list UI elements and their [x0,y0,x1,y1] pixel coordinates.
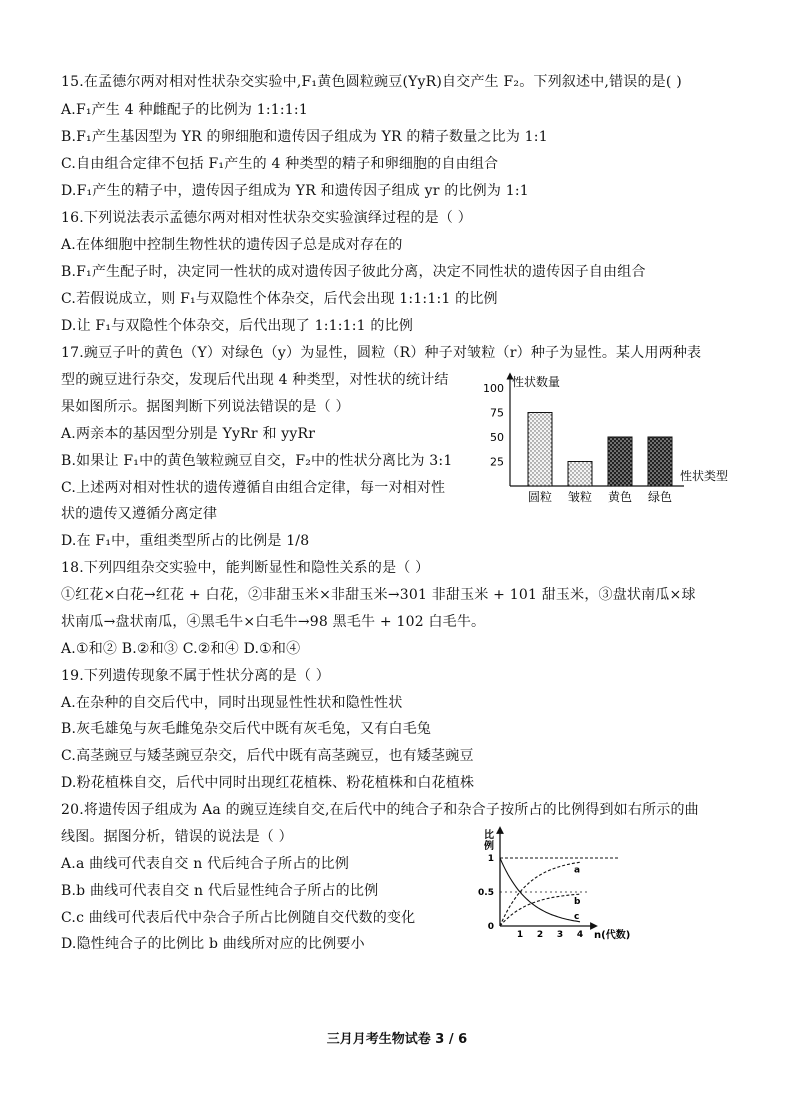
q19-option-d: D.粉花植株自交，后代中同时出现红花植株、粉花植株和白花植株 [61,775,475,791]
self-cross-ratio-curve-chart [468,826,648,948]
q16-option-b: B.F₁产生配子时，决定同一性状的成对遗传因子彼此分离，决定不同性状的遗传因子自由组合 [61,264,646,280]
curve-series-b [500,894,580,926]
q19-option-a: A.在杂种的自交后代中，同时出现显性性状和隐性性状 [61,695,403,711]
q16-stem: 16.下列说法表示孟德尔两对相对性状杂交实验演绎过程的是（ ） [61,210,472,226]
q18-body-line2: 状南瓜→盘状南瓜，④黑毛牛×白毛牛→98 黑毛牛 + 102 白毛牛。 [61,614,486,630]
bar-category-label: 绿色 [647,490,673,504]
q16-option-a: A.在体细胞中控制生物性状的遗传因子总是成对存在的 [61,237,403,253]
curve-series-label-a: a [574,865,581,876]
q17-stem-line2: 型的豌豆进行杂交，发现后代出现 4 种类型，对性状的统计结 [61,372,449,388]
bar-y-tick-label: 25 [490,455,504,469]
q20-option-c: C.c 曲线可代表后代中杂合子所占比例随自交代数的变化 [61,910,416,926]
bar-category-label: 黄色 [607,490,633,504]
curve-x-tick-label: 3 [556,930,564,940]
curve-y-label-char-2: 例 [484,841,494,852]
q18-stem: 18.下列四组杂交实验中，能判断显性和隐性关系的是（ ） [61,560,430,576]
q20-stem-line2: 线图。据图分析，错误的说法是（ ） [61,829,293,845]
curve-series-a [500,862,580,926]
q16-option-c: C.若假说成立，则 F₁与双隐性个体杂交，后代会出现 1:1:1:1 的比例 [61,291,498,307]
curve-y-tick-label: 0.5 [478,888,494,898]
q16-option-d: D.让 F₁与双隐性个体杂交，后代出现了 1:1:1:1 的比例 [61,318,414,334]
curve-y-tick-label: 0 [487,922,494,932]
q15-stem: 15.在孟德尔两对相对性状杂交实验中,F₁黄色圆粒豌豆(YyR)自交产生 F₂。下列叙述中,错误的是( ) [61,74,682,90]
q15-option-b: B.F₁产生基因型为 YR 的卵细胞和遗传因子组成为 YR 的精子数量之比为 1:1 [61,129,548,145]
q19-option-c: C.高茎豌豆与矮茎豌豆杂交，后代中既有高茎豌豆，也有矮茎豌豆 [61,748,474,764]
q17-option-c-line2: 状的遗传又遵循分离定律 [61,506,218,522]
curve-series-c [500,858,580,922]
curve-series-label-b: b [574,897,581,908]
q15-option-d: D.F₁产生的精子中，遗传因子组成为 YR 和遗传因子组成 yr 的比例为 1:1 [61,183,529,199]
q17-stem-line1: 17.豌豆子叶的黄色（Y）对绿色（y）为显性，圆粒（R）种子对皱粒（r）种子为显性。某人用两种表 [61,345,702,361]
q17-option-d: D.在 F₁中，重组类型所占的比例是 1/8 [61,533,310,549]
curve-x-tick-label: 4 [576,930,584,940]
bar-皱粒 [568,462,592,487]
page-footer: 三月月考生物试卷 3 / 6 [326,1032,468,1047]
curve-y-tick-label: 1 [487,854,494,864]
q19-option-b: B.灰毛雄兔与灰毛雌兔杂交后代中既有灰毛兔，又有白毛兔 [61,721,432,737]
curve-y-label [484,828,497,852]
bar-绿色 [648,437,672,486]
curve-x-tick-label: 1 [516,930,524,940]
bar-category-label: 皱粒 [567,490,593,504]
trait-count-bar-chart [448,372,748,512]
q18-options: A.①和② B.②和③ C.②和④ D.①和④ [61,641,301,657]
q17-option-a: A.两亲本的基因型分别是 YyRr 和 yyRr [61,426,316,442]
q15-option-c: C.自由组合定律不包括 F₁产生的 4 种类型的精子和卵细胞的自由组合 [61,156,499,172]
bar-y-tick-label: 75 [490,406,504,420]
q19-stem: 19.下列遗传现象不属于性状分离的是（ ） [61,668,330,684]
curve-series-label-c: c [574,911,580,922]
curve-x-tick-label: 2 [536,930,544,940]
q15-option-a: A.F₁产生 4 种雌配子的比例为 1:1:1:1 [61,102,308,118]
q20-option-d: D.隐性纯合子的比例比 b 曲线所对应的比例要小 [61,936,365,952]
q17-stem-line3: 果如图所示。据图判断下列说法错误的是（ ） [61,399,350,415]
x-axis-label: 性状类型 [680,469,729,483]
bar-圆粒 [528,413,552,487]
q17-option-c-line1: C.上述两对相对性状的遗传遵循自由组合定律，每一对相对性 [61,480,446,496]
curve-y-label-char-1: 比 [484,830,494,841]
curve-x-label: n(代数) [594,930,631,941]
q18-body-line1: ①红花×白花→红花 + 白花，②非甜玉米×非甜玉米→301 非甜玉米 + 101 甜玉米，③盘状南瓜×球 [61,587,696,603]
q20-option-b: B.b 曲线可代表自交 n 代后显性纯合子所占的比例 [61,883,379,899]
bar-y-tick-label: 100 [483,382,504,395]
q17-option-b: B.如果让 F₁中的黄色皱粒豌豆自交，F₂中的性状分离比为 3:1 [61,453,453,469]
bar-y-tick-label: 50 [490,431,504,444]
q20-option-a: A.a 曲线可代表自交 n 代后纯合子所占的比例 [61,856,350,872]
y-axis-label: 性状数量 [512,375,561,389]
bar-黄色 [608,437,632,486]
bar-category-label: 圆粒 [527,490,553,504]
q20-stem-line1: 20.将遗传因子组成为 Aa 的豌豆连续自交,在后代中的纯合子和杂合子按所占的比例得到如右所示的曲 [61,802,699,818]
